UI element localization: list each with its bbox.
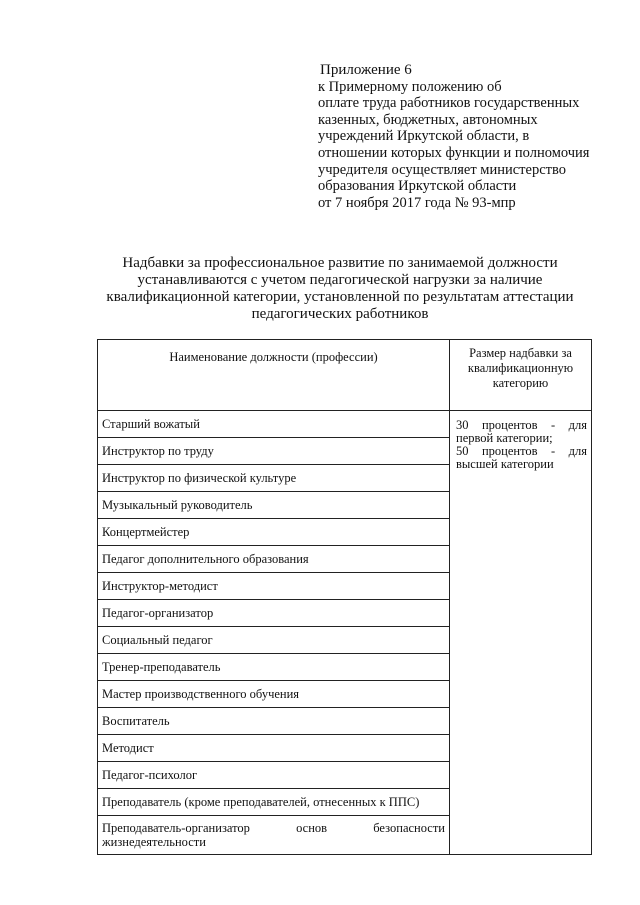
appendix-line: образования Иркутской области [318, 178, 517, 195]
document-title [60, 255, 620, 323]
appendix-line: отношении которых функции и полномочия [318, 144, 590, 161]
allowance-table [97, 339, 592, 855]
size-line: высшей категории [456, 457, 554, 471]
title-line: устанавливаются с учетом педагогической нагрузки за наличие [137, 272, 543, 288]
position-name: Инструктор по физической культуре [98, 465, 450, 492]
position-name: Инструктор по труду [98, 438, 450, 465]
position-name: Концертмейстер [98, 519, 450, 546]
appendix-heading: Приложение 6 [320, 62, 412, 78]
title-line: квалификационной категории, установленной по результатам аттестации [106, 289, 574, 305]
size-column-header: Размер надбавки за квалификационную категорию [450, 340, 592, 411]
position-name: Музыкальный руководитель [98, 492, 450, 519]
table-header-row [98, 340, 592, 411]
appendix-block [318, 62, 618, 211]
allowance-size-cell [450, 411, 592, 855]
position-column-header: Наименование должности (профессии) [98, 340, 450, 411]
size-line: 30 процентов - для [456, 418, 587, 432]
position-name: Методист [98, 735, 450, 762]
appendix-line: к Примерному положению об [318, 78, 502, 95]
position-name: Тренер-преподаватель [98, 654, 450, 681]
appendix-line: от 7 ноября 2017 года № 93-мпр [318, 194, 516, 211]
table-row [98, 411, 592, 438]
appendix-line: оплате труда работников государственных [318, 95, 580, 112]
title-line: Надбавки за профессиональное развитие по занимаемой должности [122, 255, 558, 271]
position-name: Преподаватель (кроме преподавателей, отнесенных к ППС) [98, 789, 450, 816]
size-line: первой категории; [456, 431, 553, 445]
position-name: Инструктор-методист [98, 573, 450, 600]
position-name: Воспитатель [98, 708, 450, 735]
appendix-line: казенных, бюджетных, автономных [318, 111, 538, 128]
position-name: Педагог дополнительного образования [98, 546, 450, 573]
position-name: Мастер производственного обучения [98, 681, 450, 708]
appendix-line: учредителя осуществляет министерство [318, 161, 566, 178]
position-name: Социальный педагог [98, 627, 450, 654]
position-name: Педагог-психолог [98, 762, 450, 789]
appendix-line: учреждений Иркутской области, в [318, 128, 530, 145]
position-name [98, 816, 450, 855]
position-name: Педагог-организатор [98, 600, 450, 627]
position-name: Старший вожатый [98, 411, 450, 438]
position-name-text: Преподаватель-организатор основ безопасности жизнедеятельности [102, 821, 445, 849]
title-line: педагогических работников [251, 306, 429, 322]
size-line: 50 процентов - для [456, 444, 587, 458]
